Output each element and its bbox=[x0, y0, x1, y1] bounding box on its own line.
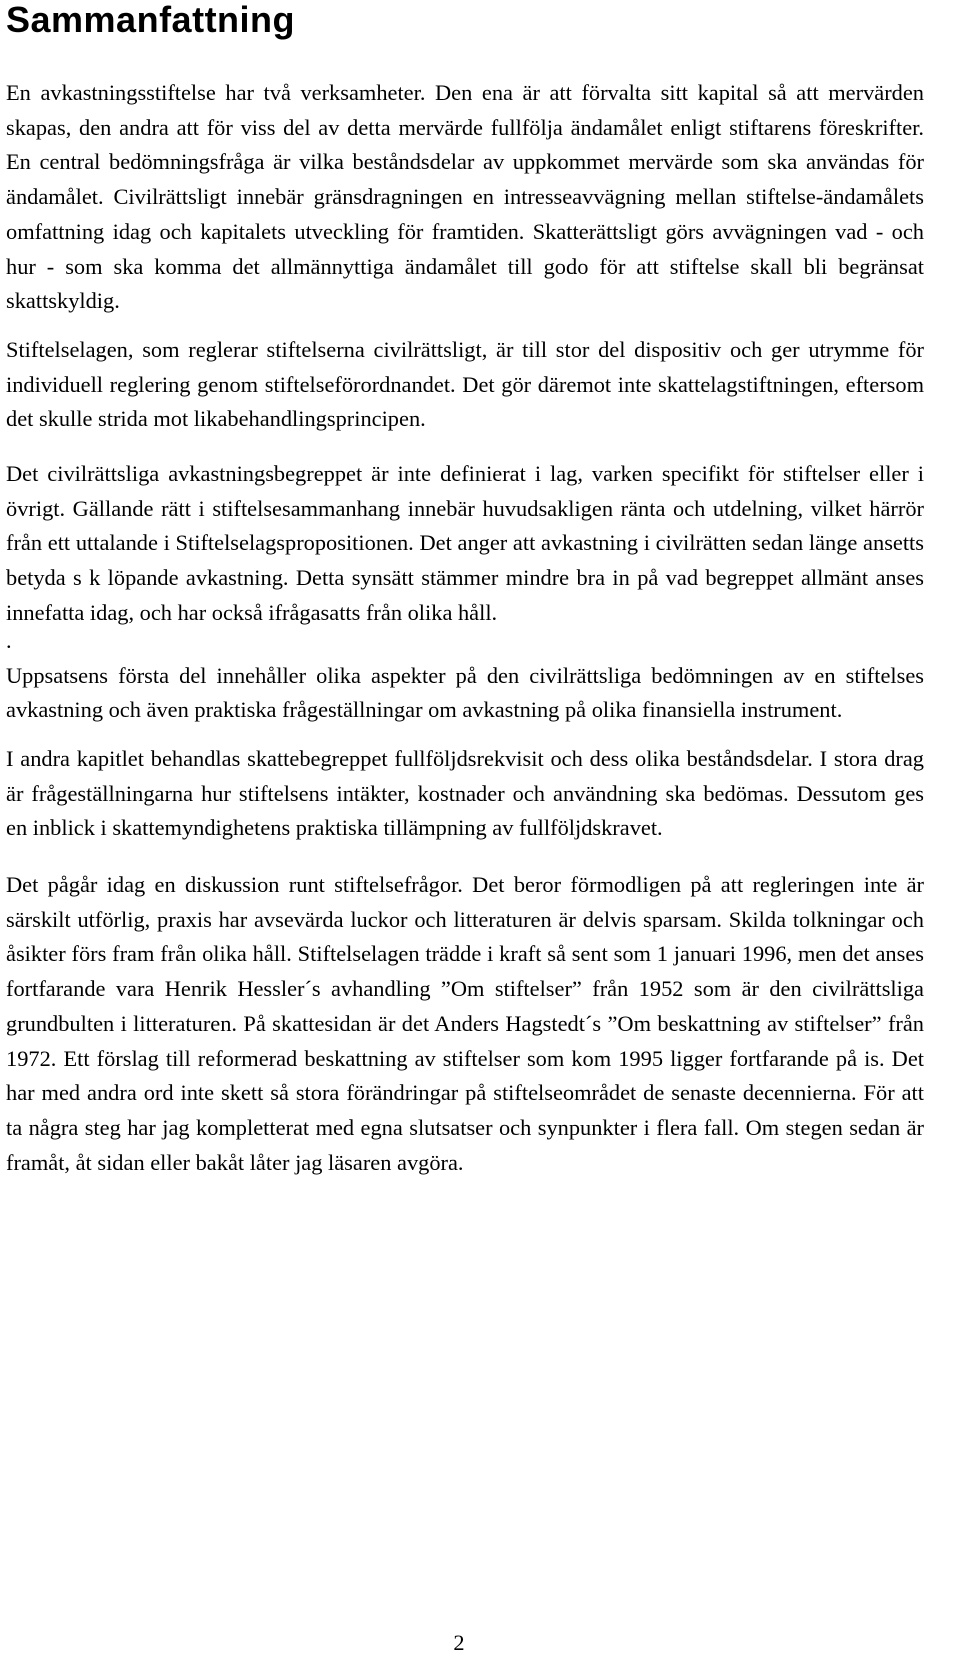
stray-period: . bbox=[6, 627, 12, 653]
paragraph-purpose: En avkastningsstiftelse har två verksamheter. Den ena är att förvalta sitt kapital så att mervärden skapas, den andra att för viss del av detta mervärde fullfölja ändamålet enligt stiftarens föreskrifter. En central bedömningsfråga är vilka beståndsdelar av uppkommet mervärde som ska användas för ändamålet. Civilrättsligt innebär gränsdragningen en intresseavvägning mellan stiftelse-ändamålets omfattning idag och kapitalets utveckling för framtiden. Skatterättsligt görs avvägningen vad - och hur - som ska komma det allmännyttiga ändamålet till godo för att stiftelse skall bli begränsat skattskyldig. bbox=[6, 80, 924, 314]
paragraph-second-chapter: I andra kapitlet behandlas skattebegreppet fullföljdsrekvisit och dess olika beståndsdelar. I stora drag är frågeställningarna hur stiftelsens intäkter, kostnader och användning ska bedömas. Dessutom ges en inblick i skattemyndighetens praktiska tillämpning av fullföljdskravet. bbox=[6, 745, 924, 841]
paragraph-avkastningsbegrepp: Det civilrättsliga avkastningsbegreppet är inte definierat i lag, varken specifikt för stiftelser eller i övrigt. Gällande rätt i stiftelsesammanhang innebär huvudsakligen ränta och utdelning, vilket härrör från ett uttalande i Stiftelselagspropositionen. Det anger att avkastning i civilrätten sedan länge ansetts betyda s k löpande avkastning. Detta synsätt stämmer mindre bra in på vad begreppet allmänt anses innefatta idag, och har också ifrågasatts från olika håll. bbox=[6, 461, 924, 625]
paragraph-stiftelselagen: Stiftelselagen, som reglerar stiftelserna civilrättsligt, är till stor del dispositiv och ger utrymme för individuell reglering genom stiftelseförordnandet. Det gör däremot inte skattelagstiftningen, eftersom det skulle strida mot likabehandlingsprincipen. bbox=[6, 336, 924, 432]
page-number: 2 bbox=[453, 1630, 465, 1655]
page-title: Sammanfattning bbox=[6, 0, 296, 40]
paragraph-first-part: Uppsatsens första del innehåller olika aspekter på den civilrättsliga bedömningen av en stiftelses avkastning och även praktiska frågeställningar om avkastning på olika finansiella instrument. bbox=[6, 662, 924, 723]
paragraph-discussion: Det pågår idag en diskussion runt stiftelsefrågor. Det beror förmodligen på att regleringen inte är särskilt utförlig, praxis har avsevärda luckor och litteraturen är delvis sparsam. Skilda tolkningar och åsikter förs fram från olika håll. Stiftelselagen trädde i kraft så sent som 1 januari 1996, men det anses fortfarande vara Henrik Hessler´s avhandling ”Om stiftelser” från 1952 som är den civilrättsliga grundbulten i litteraturen. På skattesidan är det Anders Hagstedt´s ”Om beskattning av stiftelser” från 1972. Ett förslag till reformerad beskattning av stiftelser som kom 1995 ligger fortfarande på is. Det har med andra ord inte skett så stora förändringar på stiftelseområdet de senaste decennierna. För att ta några steg har jag kompletterat med egna slutsatser och synpunkter i flera fall. Om stegen sedan är framåt, åt sidan eller bakåt låter jag läsaren avgöra. bbox=[6, 872, 924, 1175]
summary-body bbox=[6, 76, 924, 1180]
